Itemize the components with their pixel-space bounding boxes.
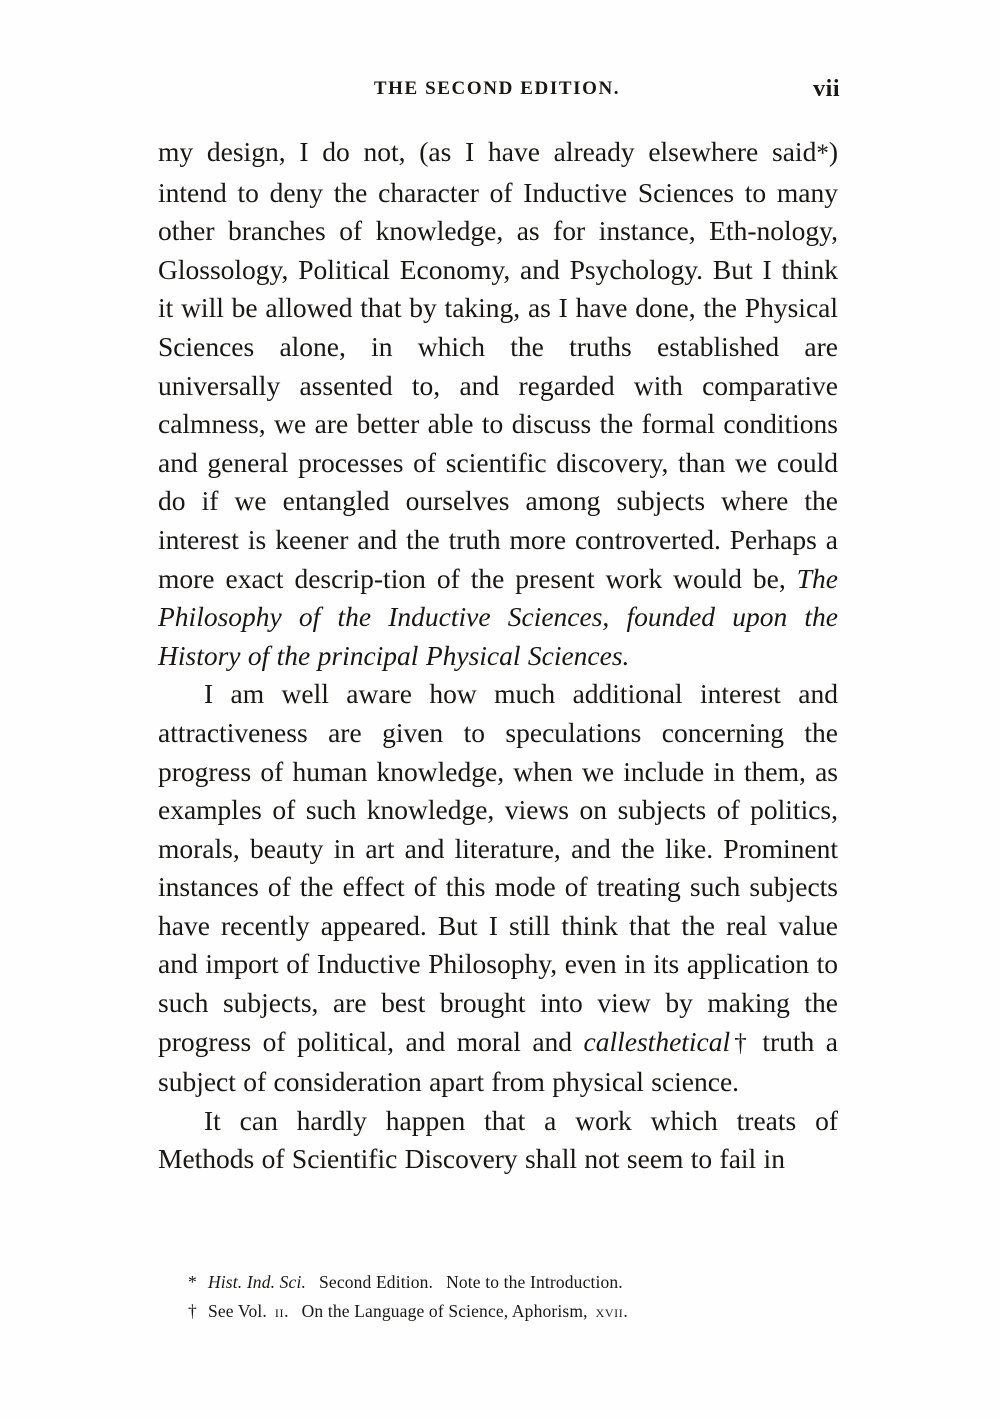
footnote-volume-numeral: ii	[274, 1301, 285, 1321]
footnote-ref-asterisk: *	[816, 140, 829, 167]
page-number: vii	[813, 76, 840, 102]
footnote-see-volume: See Vol.	[208, 1301, 267, 1321]
footnote-source-italic: Hist. Ind. Sci.	[208, 1272, 307, 1292]
footnote-ref-dagger: †	[730, 1029, 751, 1057]
footnote-marker-asterisk: *	[188, 1272, 197, 1292]
work-title-italic: The Philosophy of the Inductive Sciences, founded upon the History of the principal Physical Sciences.	[158, 562, 838, 671]
paragraph-design-continued: ) intend to deny the character of Inductive Sciences to many other branches of knowledge, as for instance, Eth‐nology, Glossology, Political Economy, and Psychology. But I think it will be allowed that by taking, as I have done, the Physical Sciences alone, in which the truths established are universally assented to, and regarded with comparative calmness, we are better able to discuss the formal conditions and general processes of scientific discovery, than we could do if we entangled ourselves among subjects where the interest is keener and the truth more controverted. Perhaps a more exact descrip‐tion of the present work would be,	[158, 136, 838, 594]
paragraph-design-text: my design, I do not, (as I have already elsewhere said	[158, 136, 817, 167]
paragraph-aware-text: I am well aware how much additional interest and attractiveness are given to speculations concerning the progress of human knowledge, when we include in them, as examples of such knowledge, views on subjects of politics, morals, beauty in art and literature, and the like. Prominent instances of the effect of this mode of treating such subjects have recently appeared. But I still think that the real value and import of Inductive Philosophy, even in its application to such subjects, are best brought into view by making the progress of political, and moral and	[158, 678, 838, 1057]
running-head	[158, 76, 840, 104]
footnote-marker-dagger: †	[188, 1301, 197, 1321]
footnote-asterisk	[188, 1268, 848, 1297]
term-callesthetical: callesthetical	[583, 1025, 731, 1057]
footnote-note-location: Note to the Introduction.	[446, 1272, 623, 1292]
footnote-aphorism-numeral: xvii	[595, 1301, 624, 1321]
paragraph-aware-continued: truth a subject of consideration apart from physical science.	[158, 1025, 838, 1098]
footnote-edition: Second Edition.	[319, 1272, 434, 1292]
paragraph-hardly	[158, 1102, 838, 1179]
footnote-area	[188, 1268, 848, 1326]
paragraph-aware	[158, 675, 838, 1102]
footnote-aphorism-period: .	[623, 1301, 628, 1321]
footnote-aphorism-text: On the Language of Science, Aphorism,	[301, 1301, 588, 1321]
paragraph-hardly-text: It can hardly happen that a work which treats of Methods of Scientific Discovery shall not seem to fail in	[158, 1104, 838, 1175]
paragraph-design	[158, 133, 838, 675]
footnote-dagger	[188, 1297, 848, 1326]
footnote-volume-period: .	[284, 1301, 289, 1321]
running-head-title: THE SECOND EDITION.	[373, 78, 621, 99]
body-text-block	[158, 133, 838, 1179]
